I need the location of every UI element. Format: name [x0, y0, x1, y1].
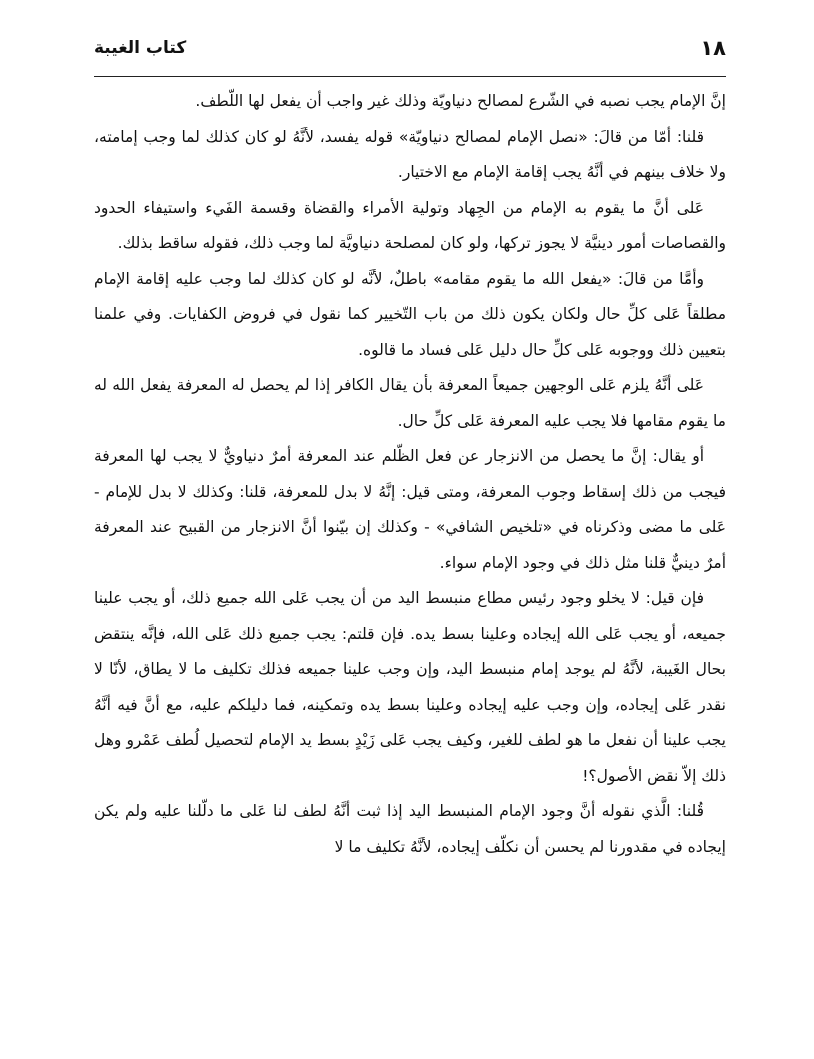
header-divider [94, 76, 726, 77]
paragraph-3: عَلى أنَّ ما يقوم به الإمام من الجِهاد وتولية الأمراء والقضاة وقسمة الفَيء واستيفاء الحدود والقصاصات أمور دينيَّة لا يجوز تركها، ولو كان لمصلحة دنياويَّة لما وجب ذلك، فقوله ساقط بذلك. [94, 198, 726, 252]
paragraph-4: وأمَّا من قالَ: «يفعل الله ما يقوم مقامه» باطلٌ، لأنَّه لو كان كذلك لما وجب عليه إقامة الإمام مطلقاً عَلى كلِّ حال ولكان يكون ذلك من باب التّخيير كما نقول في فروض الكفايات. وفي علمنا بتعيين ذلك ووجوبه عَلى كلِّ حال دليل عَلى فساد ما قالوه. [94, 269, 726, 359]
book-title: كتاب الغيبة [94, 38, 187, 58]
paragraph-8: قُلنا: الَّذي نقوله أنَّ وجود الإمام المنبسط اليد إذا ثبت أنَّهُ لطف لنا عَلى ما دلّلنا عليه ولم يكن إيجاده في مقدورنا لم يحسن أن نكلّف إيجاده، لأنَّهُ تكليف ما لا [94, 802, 726, 856]
paragraph-2: قلنا: أمّا من قالَ: «نصل الإمام لمصالح دنياويّة» قوله يفسد، لأنَّهُ لو كان كذلك لما وجب إمامته، ولا خلاف بينهم في أنَّهُ يجب إقامة الإمام مع الاختيار. [94, 127, 726, 181]
paragraph-5: عَلى أنَّهُ يلزم عَلى الوجهين جميعاً المعرفة بأن يقال الكافر إذا لم يحصل له المعرفة يفعل الله له ما يقوم مقامها فلا يجب عليه المعرفة عَلى كلِّ حال. [94, 376, 726, 430]
page-number: ١٨ [700, 36, 726, 60]
body-text [94, 84, 726, 865]
paragraph-7: فإن قيل: لا يخلو وجود رئيس مطاع منبسط اليد من أن يجب عَلى الله جميع ذلك، أو يجب علينا جميعه، أو يجب عَلى الله إيجاده وعلينا بسط يده. فإن قلتم: يجب جميع ذلك عَلى الله، فإنَّه ينتقض بحال الغَيبة، لأنَّهُ لم يوجد إمام منبسط اليد، وإن وجب علينا جميعه فذلك تكليف ما لا يطاق، لأنّا لا نقدر عَلى إيجاده، وإن وجب عليه إيجاده وعلينا بسط يده وتمكينه، فما دليلكم عليه، مع أنَّ فيه أنَّهُ يجب علينا أن نفعل ما هو لطف للغير، وكيف يجب عَلى زَيْدٍ بسط يد الإمام لتحصيل لُطف عَمْرو وهل ذلك إلاّ نقض الأصول؟! [94, 589, 726, 785]
page-header [94, 32, 726, 76]
paragraph-6: أو يقال: إنَّ ما يحصل من الانزجار عن فعل الظّلم عند المعرفة أمرٌ دنياويٌّ لا يجب لها المعرفة فيجب من ذلك إسقاط وجوب المعرفة، ومتى قيل: إنَّهُ لا بدل للمعرفة، قلنا: وكذلك لا بدل للإمام - عَلى ما مضى وذكرناه في «تلخيص الشافي» - وكذلك إن بيّنوا أنَّ الانزجار من القبيح عند المعرفة أمرٌ دينيٌّ قلنا مثل ذلك في وجود الإمام سواء. [94, 447, 726, 572]
paragraph-1: إنَّ الإمام يجب نصبه في الشّرع لمصالح دنياويّة وذلك غير واجب أن يفعل لها اللّطف. [195, 92, 726, 110]
